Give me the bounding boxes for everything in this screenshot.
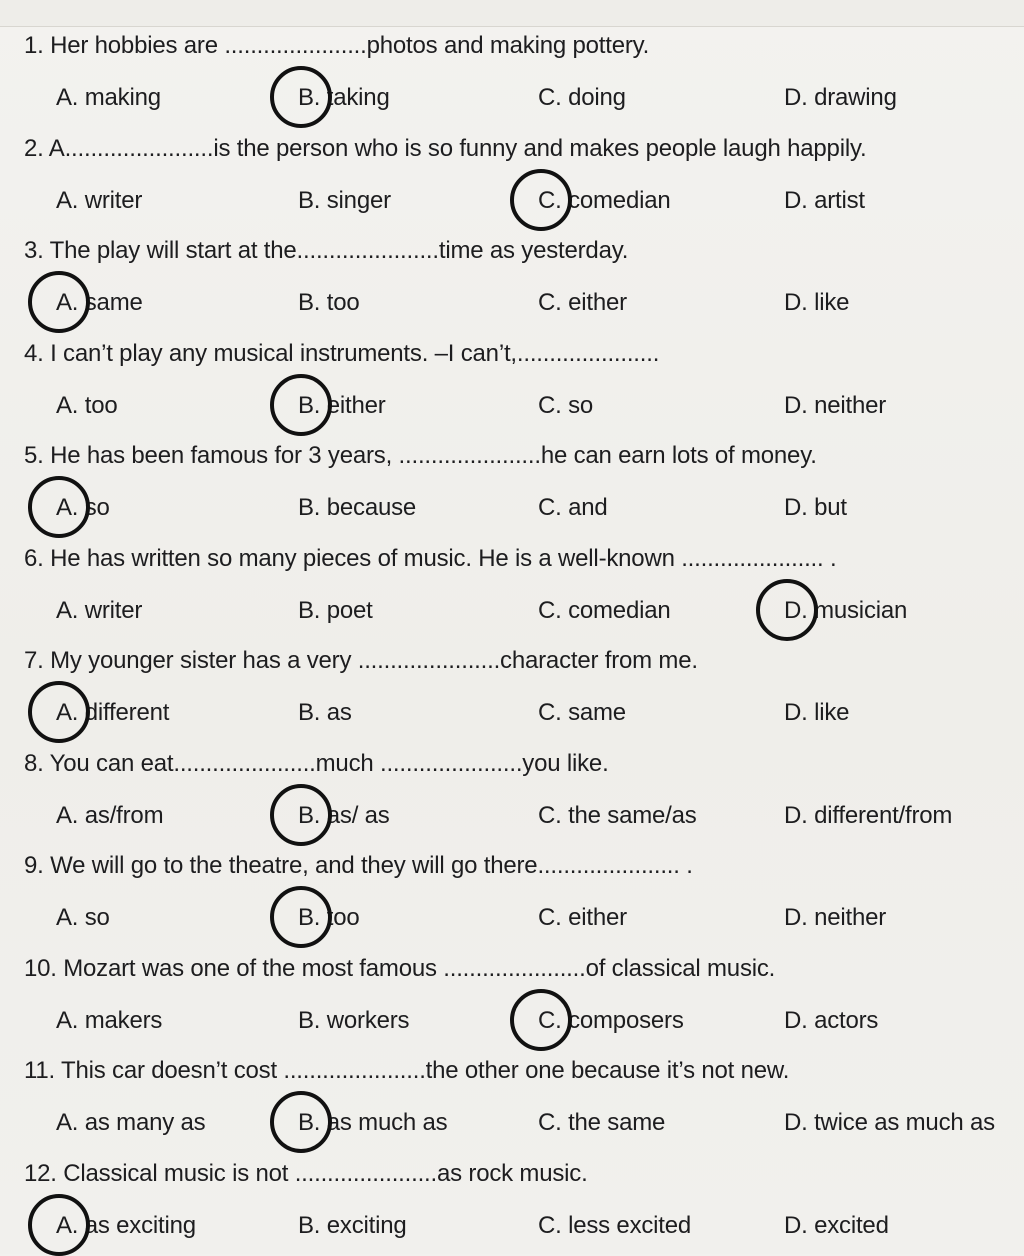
question-11-option-b [298, 1109, 447, 1137]
question-9-options [0, 904, 1024, 944]
option-label: D. twice as much as [784, 1109, 995, 1136]
option-label: A. writer [56, 187, 143, 214]
option-label: D. excited [784, 1212, 889, 1239]
option-label: A. so [56, 494, 110, 521]
question-7-option-c [538, 699, 626, 727]
question-4-options [0, 392, 1024, 432]
option-label: C. so [538, 392, 594, 419]
option-label: A. as exciting [56, 1212, 196, 1239]
question-7-option-b [298, 699, 352, 727]
question-12-option-c [538, 1212, 691, 1240]
option-label: C. comedian [538, 597, 671, 624]
question-9-option-d [784, 904, 886, 932]
question-3-option-c [538, 289, 627, 317]
question-9-option-c [538, 904, 627, 932]
question-4-option-a [56, 392, 118, 420]
option-label: B. taking [298, 84, 390, 111]
question-7-stem: 7. My younger sister has a very ......................character from me. [24, 647, 698, 674]
question-4-option-b [298, 392, 386, 420]
option-label: B. as/ as [298, 802, 390, 829]
option-label: B. singer [298, 187, 391, 214]
option-label: A. too [56, 392, 118, 419]
question-6-option-d [784, 597, 907, 625]
question-3-stem: 3. The play will start at the......................time as yesterday. [24, 237, 629, 264]
answer-circle-mark [756, 579, 818, 641]
question-9-option-a [56, 904, 110, 932]
question-1-option-c [538, 84, 626, 112]
option-label: D. different/from [784, 802, 953, 829]
option-label: C. and [538, 494, 608, 521]
answer-circle-mark [270, 374, 332, 436]
option-label: C. either [538, 904, 627, 931]
option-label: A. making [56, 84, 161, 111]
question-6-option-b [298, 597, 373, 625]
answer-circle-mark [28, 271, 90, 333]
question-1-option-a [56, 84, 161, 112]
option-label: B. as much as [298, 1109, 448, 1136]
question-5-options [0, 494, 1024, 534]
question-3-option-a [56, 289, 143, 317]
question-11-option-c [538, 1109, 665, 1137]
option-label: B. as [298, 699, 352, 726]
option-label: C. same [538, 699, 626, 726]
question-12-option-d [784, 1212, 889, 1240]
option-label: D. musician [784, 597, 908, 624]
option-label: C. doing [538, 84, 626, 111]
answer-circle-mark [28, 476, 90, 538]
question-1-option-b [298, 84, 390, 112]
question-12-options [0, 1212, 1024, 1252]
answer-circle-mark [270, 886, 332, 948]
option-label: D. like [784, 699, 850, 726]
question-2-stem: 2. A.......................is the person who is so funny and makes people laugh happily. [24, 135, 867, 162]
answer-circle-mark [510, 169, 572, 231]
option-label: A. makers [56, 1007, 163, 1034]
question-12-option-b [298, 1212, 407, 1240]
question-5-option-c [538, 494, 608, 522]
option-label: D. neither [784, 904, 887, 931]
option-label: D. but [784, 494, 847, 521]
option-label: A. as many as [56, 1109, 206, 1136]
question-10-options [0, 1007, 1024, 1047]
option-label: B. too [298, 289, 360, 316]
question-2-option-a [56, 187, 142, 215]
question-2-options [0, 187, 1024, 227]
option-label: B. either [298, 392, 386, 419]
option-label: B. poet [298, 597, 373, 624]
question-1-options [0, 84, 1024, 124]
answer-circle-mark [270, 1091, 332, 1153]
question-6-stem: 6. He has written so many pieces of music. He is a well-known ...................... . [24, 545, 837, 572]
option-label: A. same [56, 289, 143, 316]
question-12-option-a [56, 1212, 196, 1240]
option-label: A. different [56, 699, 170, 726]
question-8-option-c [538, 802, 697, 830]
answer-circle-mark [270, 66, 332, 128]
question-8-option-b [298, 802, 390, 830]
question-7-option-d [784, 699, 849, 727]
answer-circle-mark [28, 681, 90, 743]
question-9-stem: 9. We will go to the theatre, and they will go there...................... . [24, 852, 693, 879]
question-5-option-a [56, 494, 110, 522]
question-8-option-a [56, 802, 163, 830]
question-5-option-b [298, 494, 416, 522]
question-10-option-a [56, 1007, 162, 1035]
question-11-stem: 11. This car doesn’t cost ......................the other one because it’s not new. [24, 1057, 790, 1084]
option-label: B. workers [298, 1007, 410, 1034]
question-6-option-a [56, 597, 142, 625]
question-1-stem: 1. Her hobbies are ......................photos and making pottery. [24, 32, 650, 59]
question-8-stem: 8. You can eat......................much ......................you like. [24, 750, 609, 777]
option-label: A. writer [56, 597, 143, 624]
question-3-option-d [784, 289, 849, 317]
question-4-option-d [784, 392, 886, 420]
answer-circle-mark [270, 784, 332, 846]
option-label: D. artist [784, 187, 865, 214]
option-label: C. less excited [538, 1212, 692, 1239]
question-3-option-b [298, 289, 360, 317]
option-label: D. drawing [784, 84, 897, 111]
question-11-options [0, 1109, 1024, 1149]
question-10-option-d [784, 1007, 878, 1035]
option-label: B. because [298, 494, 417, 521]
question-10-option-c [538, 1007, 684, 1035]
question-6-option-c [538, 597, 671, 625]
question-5-option-d [784, 494, 847, 522]
question-10-stem: 10. Mozart was one of the most famous ......................of classical music. [24, 955, 776, 982]
question-4-option-c [538, 392, 593, 420]
answer-circle-mark [510, 989, 572, 1051]
question-8-options [0, 802, 1024, 842]
question-2-option-d [784, 187, 865, 215]
option-label: D. like [784, 289, 850, 316]
option-label: B. too [298, 904, 360, 931]
question-4-stem: 4. I can’t play any musical instruments. –I can’t,...................... [24, 340, 660, 367]
option-label: D. actors [784, 1007, 879, 1034]
option-label: C. composers [538, 1007, 684, 1034]
option-label: A. so [56, 904, 110, 931]
question-2-option-b [298, 187, 391, 215]
question-11-option-a [56, 1109, 205, 1137]
question-12-stem: 12. Classical music is not ......................as rock music. [24, 1160, 588, 1187]
question-6-options [0, 597, 1024, 637]
option-label: C. either [538, 289, 627, 316]
answer-circle-mark [28, 1194, 90, 1256]
question-5-stem: 5. He has been famous for 3 years, ......................he can earn lots of money. [24, 442, 817, 469]
question-8-option-d [784, 802, 952, 830]
question-7-options [0, 699, 1024, 739]
question-11-option-d [784, 1109, 995, 1137]
option-label: D. neither [784, 392, 887, 419]
question-7-option-a [56, 699, 169, 727]
option-label: C. comedian [538, 187, 671, 214]
question-9-option-b [298, 904, 360, 932]
option-label: B. exciting [298, 1212, 407, 1239]
page-top-edge [0, 0, 1024, 27]
option-label: A. as/from [56, 802, 164, 829]
question-3-options [0, 289, 1024, 329]
question-1-option-d [784, 84, 897, 112]
option-label: C. the same [538, 1109, 666, 1136]
question-2-option-c [538, 187, 671, 215]
question-10-option-b [298, 1007, 409, 1035]
option-label: C. the same/as [538, 802, 697, 829]
